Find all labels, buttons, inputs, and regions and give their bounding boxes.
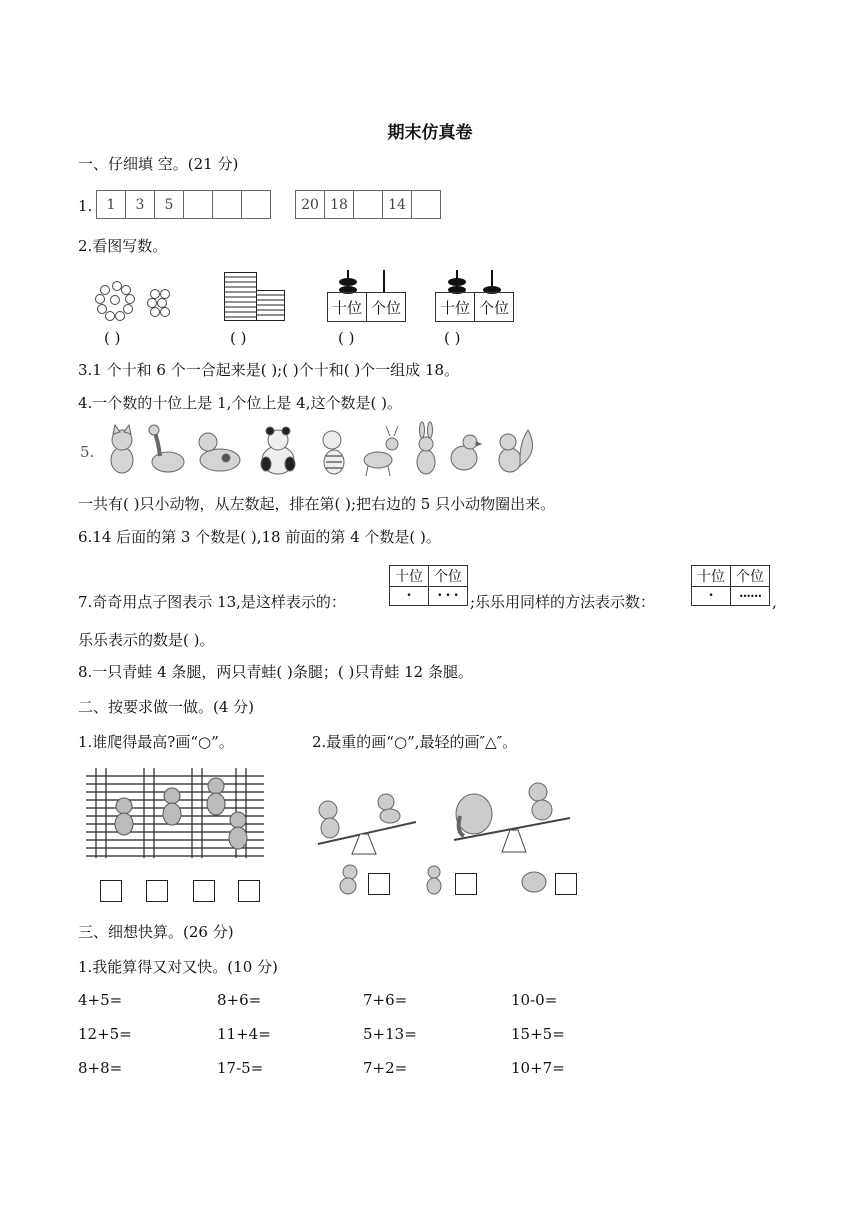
answer-blank[interactable]: ( ) [338,329,355,347]
sticks-bundle-figure [224,272,286,322]
answer-blank[interactable]: ( ) [104,329,121,347]
seq-cell: 18 [325,191,354,219]
ones-dots: •••••• [731,587,770,606]
rabbit-icon [417,422,435,474]
q6-text: 6.14 后面的第 3 个数是( ),18 前面的第 4 个数是( )。 [78,528,441,546]
tens-label: 十位 [436,293,475,322]
abacus-bead [339,278,357,286]
q1-label: 1. [78,197,93,215]
child-icon [229,812,247,849]
q7-part3: , [772,593,777,611]
ones-dots: • • • [429,587,468,606]
zebra-icon [323,431,344,474]
cat-icon [378,794,400,823]
seesaw-figure [308,780,580,900]
place-value-chart [435,292,514,322]
tens-dots: • [692,587,731,606]
deer-icon [364,426,398,476]
dog-icon [529,783,552,820]
calc-item: 7+6= [363,991,408,1009]
dog-icon [319,801,339,838]
panda-icon [261,427,295,474]
ones-label: 个位 [429,566,468,587]
answer-box[interactable] [146,880,168,902]
answer-box[interactable] [238,880,260,902]
q5-text: 一共有( )只小动物，从左数起，排在第( );把右边的 5 只小动物圈出来。 [78,495,556,513]
section1-heading: 一、仔细填 空。(21 分) [78,155,239,173]
cow-icon [199,433,240,471]
abacus-rod [383,270,385,292]
q7-part1: 7.奇奇用点子图表示 13,是这样表示的： [78,593,346,611]
tens-dots: • [390,587,429,606]
calc-item: 8+8= [78,1059,123,1077]
seq-cell-empty[interactable] [184,191,213,219]
s3-q1-text: 1.我能算得又对又快。(10 分) [78,958,278,976]
calc-item: 8+6= [217,991,262,1009]
sequence-boxes-1 [96,190,271,219]
s2-q1-text: 1.谁爬得最高?画“○”。 [78,733,234,751]
tens-label: 十位 [328,293,367,322]
squirrel-icon [499,430,533,472]
ones-label: 个位 [475,293,514,322]
calc-item: 10-0= [511,991,558,1009]
animals-row [100,422,550,478]
q7-line2: 乐乐表示的数是( )。 [78,631,215,649]
cat-icon [427,866,441,894]
elephant-icon [456,794,492,836]
seq-cell: 1 [97,191,126,219]
seq-cell: 20 [296,191,325,219]
counting-circles-figure [96,282,178,328]
child-icon [207,778,225,815]
calc-item: 15+5= [511,1025,565,1043]
tens-label: 十位 [692,566,731,587]
section3-heading: 三、细想快算。(26 分) [78,923,234,941]
calc-item: 17-5= [217,1059,264,1077]
q7-part2: ;乐乐用同样的方法表示数： [470,593,656,611]
ones-label: 个位 [731,566,770,587]
seq-cell: 3 [126,191,155,219]
place-value-chart [327,292,406,322]
goose-icon [149,425,184,472]
dog-icon [340,865,357,894]
seq-cell: 5 [155,191,184,219]
s2-q2-text: 2.最重的画“○”,最轻的画″△″。 [312,733,518,751]
calc-item: 5+13= [363,1025,417,1043]
seq-cell-empty[interactable] [213,191,242,219]
lele-dot-chart [691,565,770,606]
calc-item: 12+5= [78,1025,132,1043]
calc-item: 11+4= [217,1025,271,1043]
q2-text: 2.看图写数。 [78,237,168,255]
q5-label: 5. [80,443,95,461]
q3-text: 3.1 个十和 6 个一合起来是( );( )个十和( )个一组成 18。 [78,361,460,379]
answer-box[interactable] [193,880,215,902]
child-icon [115,798,133,835]
page-title: 期末仿真卷 [387,123,473,143]
cat-icon [111,425,133,473]
seq-cell-empty[interactable] [412,191,441,219]
section2-heading: 二、按要求做一做。(4 分) [78,698,255,716]
answer-box[interactable] [455,873,477,895]
calc-item: 4+5= [78,991,123,1009]
sequence-boxes-2 [295,190,441,219]
qiqi-dot-chart [389,565,468,606]
answer-box[interactable] [555,873,577,895]
child-icon [163,788,181,825]
q4-text: 4.一个数的十位上是 1,个位上是 4,这个数是( )。 [78,394,402,412]
chick-icon [451,435,481,470]
answer-blank[interactable]: ( ) [444,329,461,347]
answer-box[interactable] [100,880,122,902]
climbing-ladders-figure [86,768,266,860]
q8-text: 8.一只青蛙 4 条腿，两只青蛙( )条腿；( )只青蛙 12 条腿。 [78,663,473,681]
seq-cell: 14 [383,191,412,219]
tens-label: 十位 [390,566,429,587]
seq-cell-empty[interactable] [354,191,383,219]
elephant-icon [522,872,546,892]
answer-blank[interactable]: ( ) [230,329,247,347]
calc-item: 10+7= [511,1059,565,1077]
calc-item: 7+2= [363,1059,408,1077]
answer-box[interactable] [368,873,390,895]
abacus-bead [448,278,466,286]
ones-label: 个位 [367,293,406,322]
seq-cell-empty[interactable] [242,191,271,219]
